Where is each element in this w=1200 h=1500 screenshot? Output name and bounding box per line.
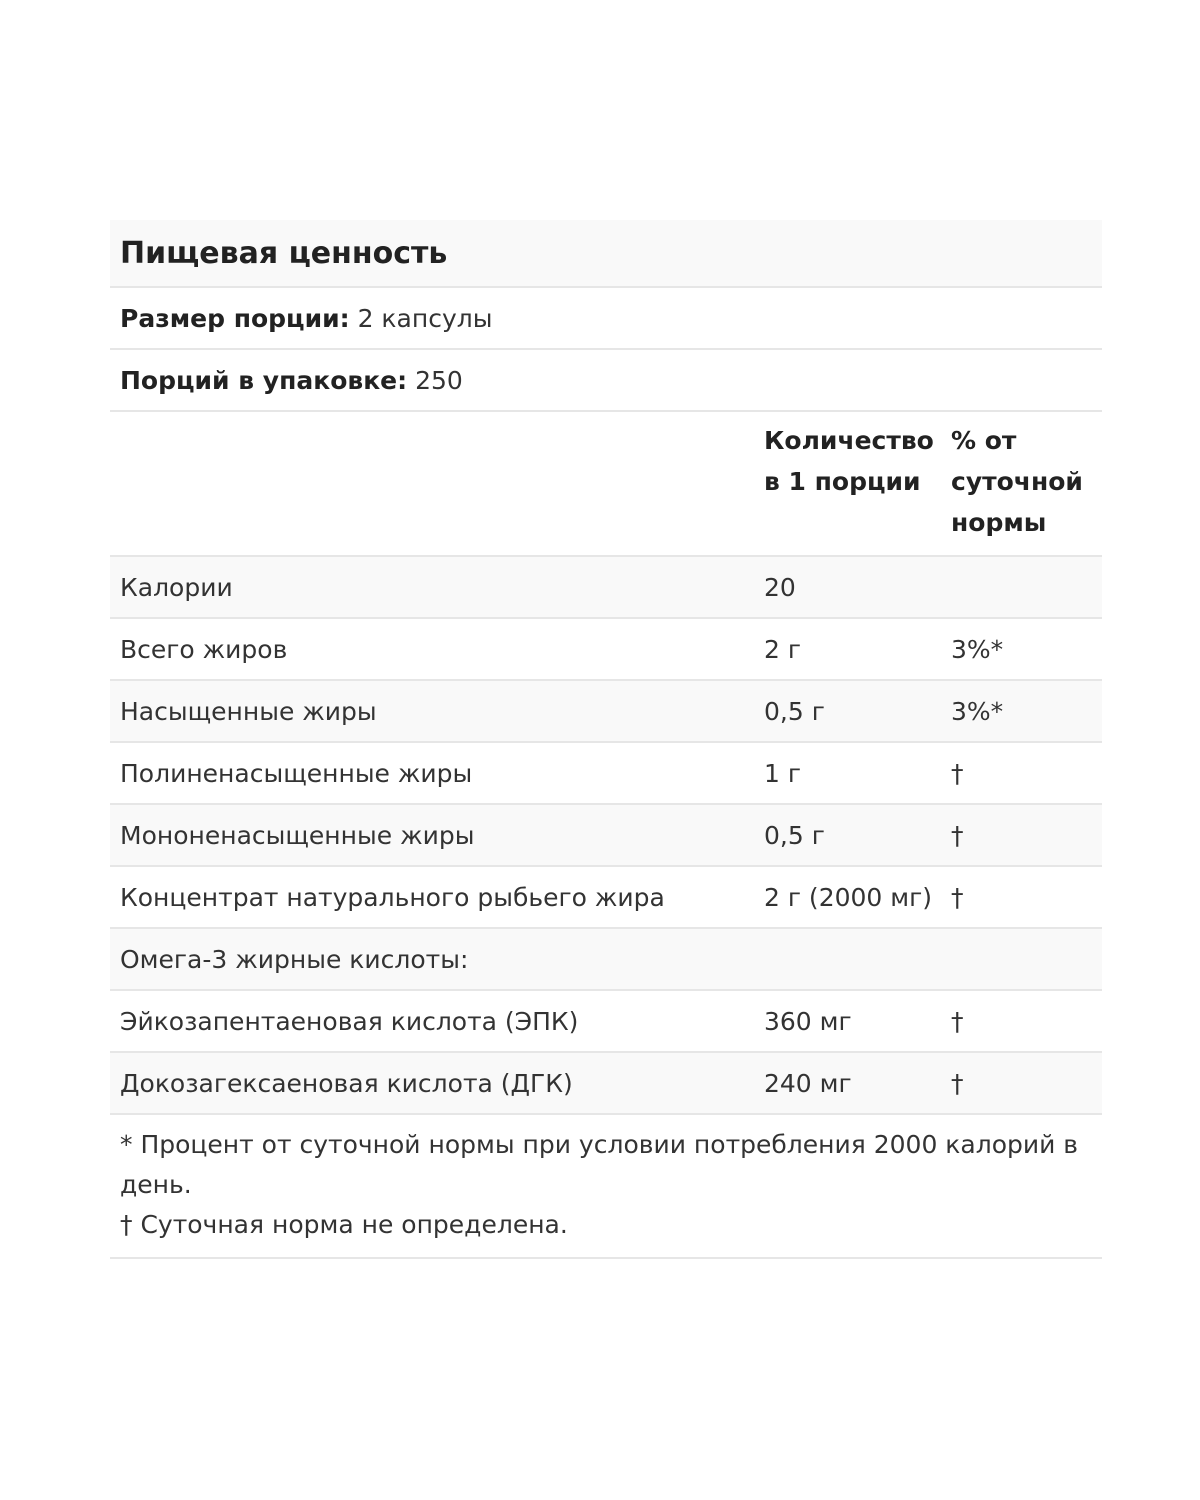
table-row [110,619,1102,681]
table-row [110,743,1102,805]
serving-size-label: Размер порции: [120,303,350,333]
table-row [110,557,1102,619]
servings-per-container-value: 250 [415,365,463,395]
nutrient-name: Калории [120,572,233,602]
nutrient-amount: 360 мг [764,1006,852,1036]
nutrient-daily-value: † [951,1006,964,1036]
table-row [110,991,1102,1053]
servings-per-container-label: Порций в упаковке: [120,365,408,395]
serving-size [110,304,764,333]
nutrient-name: Концентрат натурального рыбьего жира [120,882,665,912]
nutrient-amount: 2 г [764,634,801,664]
table-row [110,929,1102,991]
nutrient-daily-value: † [951,758,964,788]
table-row [110,867,1102,929]
nutrient-name: Омега-3 жирные кислоты: [120,944,469,974]
column-header-row [110,412,1102,557]
serving-size-value: 2 капсулы [357,303,493,333]
nutrient-daily-value: † [951,882,964,912]
nutrient-daily-value: † [951,820,964,850]
nutrient-name: Всего жиров [120,634,288,664]
nutrient-amount: 0,5 г [764,820,825,850]
nutrition-facts-table [110,220,1102,1259]
nutrient-amount: 0,5 г [764,696,825,726]
table-row [110,681,1102,743]
nutrient-amount: 2 г (2000 мг) [764,882,933,912]
servings-per-container-row [110,350,1102,412]
nutrient-daily-value: 3%* [951,634,1004,664]
percent-footnote: * Процент от суточной нормы при условии потребления 2000 калорий в день. [120,1130,1079,1199]
nutrient-amount: 20 [764,572,796,602]
nutrient-name: Полиненасыщенные жиры [120,758,473,788]
table-title-row [110,220,1102,288]
nutrient-daily-value: † [951,1068,964,1098]
nutrient-name: Мононенасыщенные жиры [120,820,475,850]
table-row [110,805,1102,867]
nutrient-rows [110,557,1102,1115]
table-title: Пищевая ценность [120,235,448,271]
column-header-amount: Количество в 1 порции [764,426,934,496]
nutrient-name: Насыщенные жиры [120,696,377,726]
nutrient-amount: 1 г [764,758,801,788]
nutrient-amount: 240 мг [764,1068,852,1098]
nutrient-daily-value: 3%* [951,696,1004,726]
serving-size-row [110,288,1102,350]
nutrient-name: Эйкозапентаеновая кислота (ЭПК) [120,1006,579,1036]
footnotes [110,1115,1102,1259]
nutrient-name: Докозагексаеновая кислота (ДГК) [120,1068,573,1098]
servings-per-container [110,366,764,395]
column-header-daily-value: % от суточной нормы [951,426,1083,537]
dagger-footnote: † Суточная норма не определена. [120,1210,568,1239]
table-row [110,1053,1102,1115]
